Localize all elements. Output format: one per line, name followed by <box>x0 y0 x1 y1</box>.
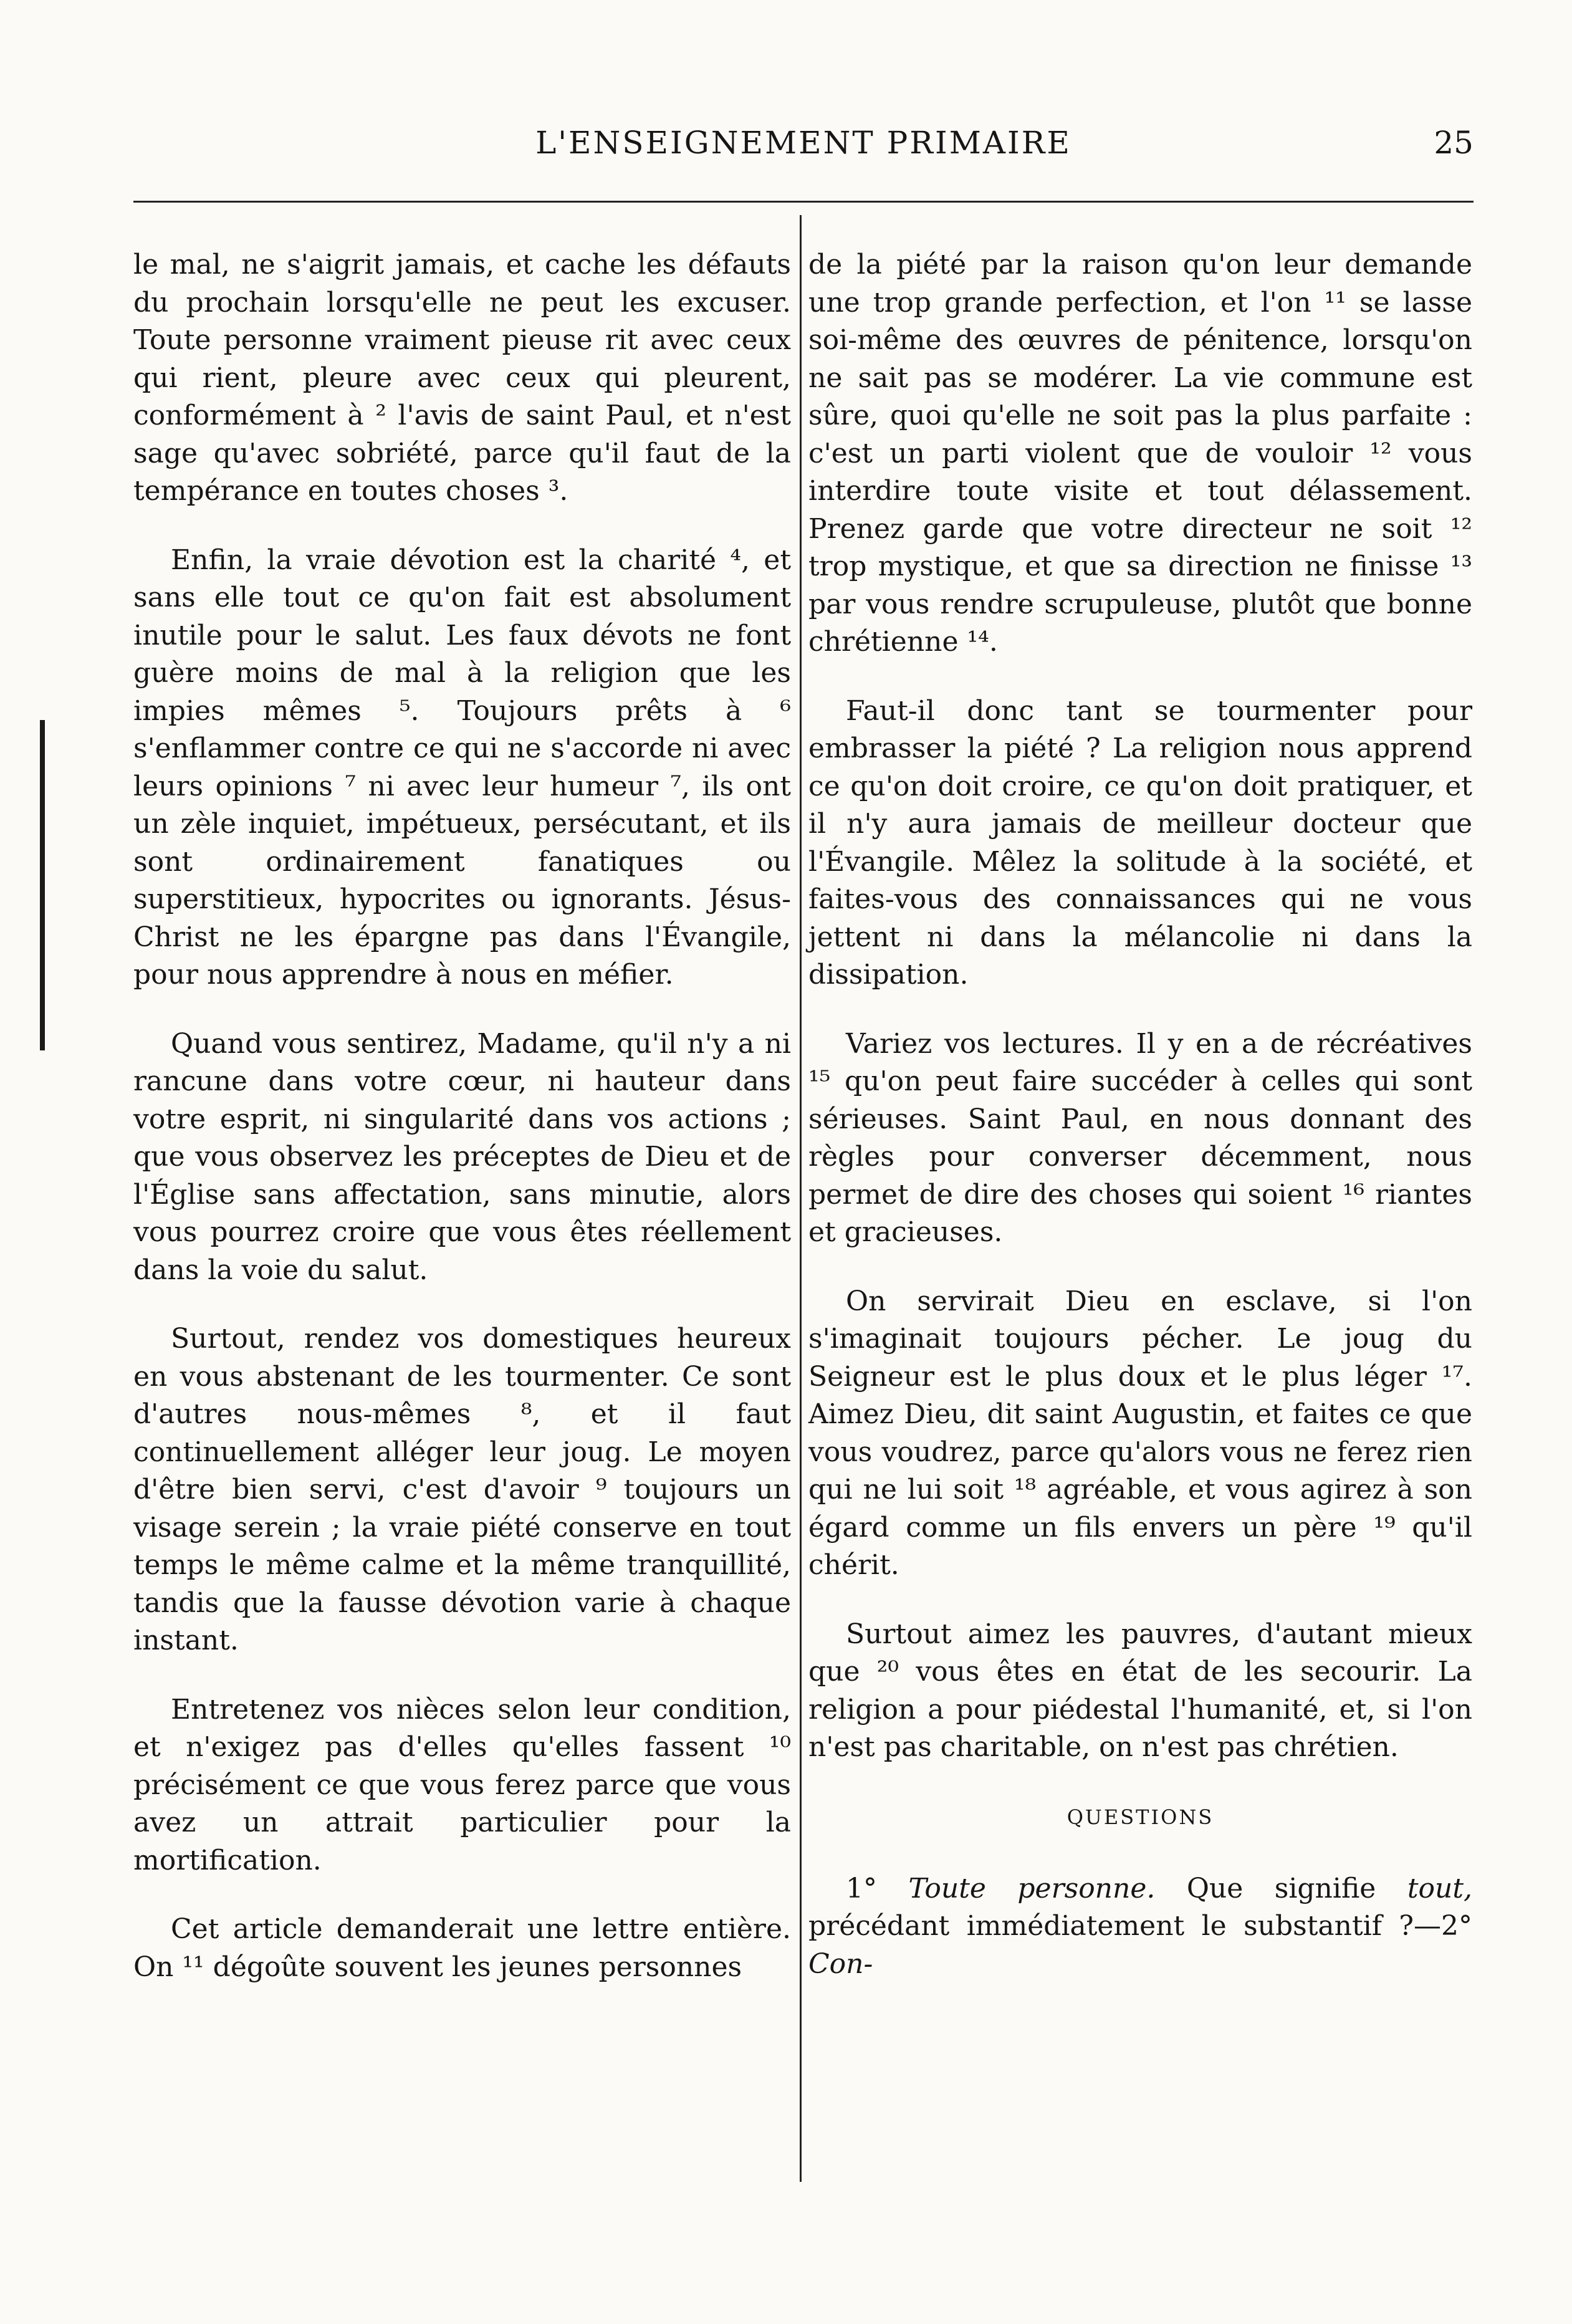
paragraph: On servirait Dieu en esclave, si l'on s'imaginait toujours pécher. Le joug du Seigneur est le plus doux et le plus léger ¹⁷. Aimez Dieu, dit saint Augustin, et faites ce que vous voudrez, parce qu'alors vous ne ferez rien qui ne lui soit ¹⁸ agréable, et vous agirez à son égard comme un fils envers un père ¹⁹ qu'il chérit. <box>808 1285 1472 1581</box>
paragraph: Surtout, rendez vos domestiques heureux en vous abstenant de les tourmenter. Ce sont d'autres nous-mêmes ⁸, et il faut continuellement alléger leur joug. Le moyen d'être bien servi, c'est d'avoir ⁹ toujours un visage serein ; la vraie piété conserve en tout temps le même calme et la même tranquillité, tandis que la fausse dévotion varie à chaque instant. <box>133 1323 791 1656</box>
question-term: Toute personne. <box>908 1872 1156 1904</box>
paragraph: Surtout aimez les pauvres, d'autant mieux que ²⁰ vous êtes en état de les secourir. La religion a pour piédestal l'humanité, et, si l'on n'est pas charitable, on n'est pas chrétien. <box>808 1618 1472 1763</box>
column-divider <box>800 215 802 2182</box>
question-text: Que signifie <box>1186 1872 1376 1904</box>
journal-title: L'ENSEIGNEMENT PRIMAIRE <box>535 125 1071 161</box>
questions-text <box>808 1870 1472 1984</box>
header-rule <box>133 201 1474 203</box>
paragraph: Cet article demanderait une lettre entière. On ¹¹ dégoûte souvent les jeunes personnes <box>133 1913 791 1983</box>
paragraph: Faut-il donc tant se tourmenter pour embrasser la piété ? La religion nous apprend ce qu'on doit croire, ce qu'on doit pratiquer, et il n'y aura jamais de meilleur docteur que l'Évangile. Mêlez la solitude à la société, et faites-vous des connaissances qui ne vous jettent ni dans la mélancolie ni dans la dissipation. <box>808 694 1472 991</box>
questions-heading: QUESTIONS <box>1066 1805 1214 1829</box>
running-header <box>133 125 1474 168</box>
right-column <box>808 246 1472 1983</box>
left-column <box>133 246 791 1986</box>
question-term: tout, <box>1407 1872 1472 1904</box>
question-text: précédant immédiatement le substantif ?—2° <box>808 1910 1472 1942</box>
question-number: 1° <box>846 1872 877 1904</box>
paragraph: Quand vous sentirez, Madame, qu'il n'y a ni rancune dans votre cœur, ni hauteur dans votre esprit, ni singularité dans vos actions ; que vous observez les préceptes de Dieu et de l'Église sans affectation, sans minutie, alors vous pourrez croire que vous êtes réellement dans la voie du salut. <box>133 1027 791 1286</box>
paragraph: Variez vos lectures. Il y en a de récréatives ¹⁵ qu'on peut faire succéder à celles qui sont sérieuses. Saint Paul, en nous donnant des règles pour converser décemment, nous permet de dire des choses qui soient ¹⁶ riantes et gracieuses. <box>808 1027 1472 1248</box>
page-number: 25 <box>1434 125 1474 161</box>
paragraph: de la piété par la raison qu'on leur demande une trop grande perfection, et l'on ¹¹ se lasse soi-même des œuvres de pénitence, lorsqu'on ne sait pas se modérer. La vie commune est sûre, quoi qu'elle ne soit pas la plus parfaite : c'est un parti violent que de vouloir ¹² vous interdire toute visite et tout délassement. Prenez garde que votre directeur ne soit ¹² trop mystique, et que sa direction ne finisse ¹³ par vous rendre scrupuleuse, plutôt que bonne chrétienne ¹⁴. <box>808 249 1472 658</box>
paragraph: le mal, ne s'aigrit jamais, et cache les défauts du prochain lorsqu'elle ne peut les excuser. Toute personne vraiment pieuse rit avec ceux qui rient, pleure avec ceux qui pleurent, conformément à ² l'avis de saint Paul, et n'est sage qu'avec sobriété, parce qu'il faut de la tempérance en toutes choses ³. <box>133 249 791 507</box>
paragraph: Entretenez vos nièces selon leur condition, et n'exigez pas d'elles qu'elles fassent ¹⁰ précisément ce que vous ferez parce que vous avez un attrait particulier pour la mortification. <box>133 1693 791 1876</box>
paragraph: Enfin, la vraie dévotion est la charité ⁴, et sans elle tout ce qu'on fait est absolument inutile pour le salut. Les faux dévots ne font guère moins de mal à la religion que les impies mêmes ⁵. Toujours prêts à ⁶ s'enflammer contre ce qui ne s'accorde ni avec leurs opinions ⁷ ni avec leur humeur ⁷, ils ont un zèle inquiet, impétueux, persécutant, et ils sont ordinairement fanatiques ou superstitieux, hypocrites ou ignorants. Jésus-Christ ne les épargne pas dans l'Évangile, pour nous apprendre à nous en méfier. <box>133 544 791 991</box>
question-term: Con- <box>808 1947 873 1980</box>
margin-mark <box>40 720 45 1050</box>
